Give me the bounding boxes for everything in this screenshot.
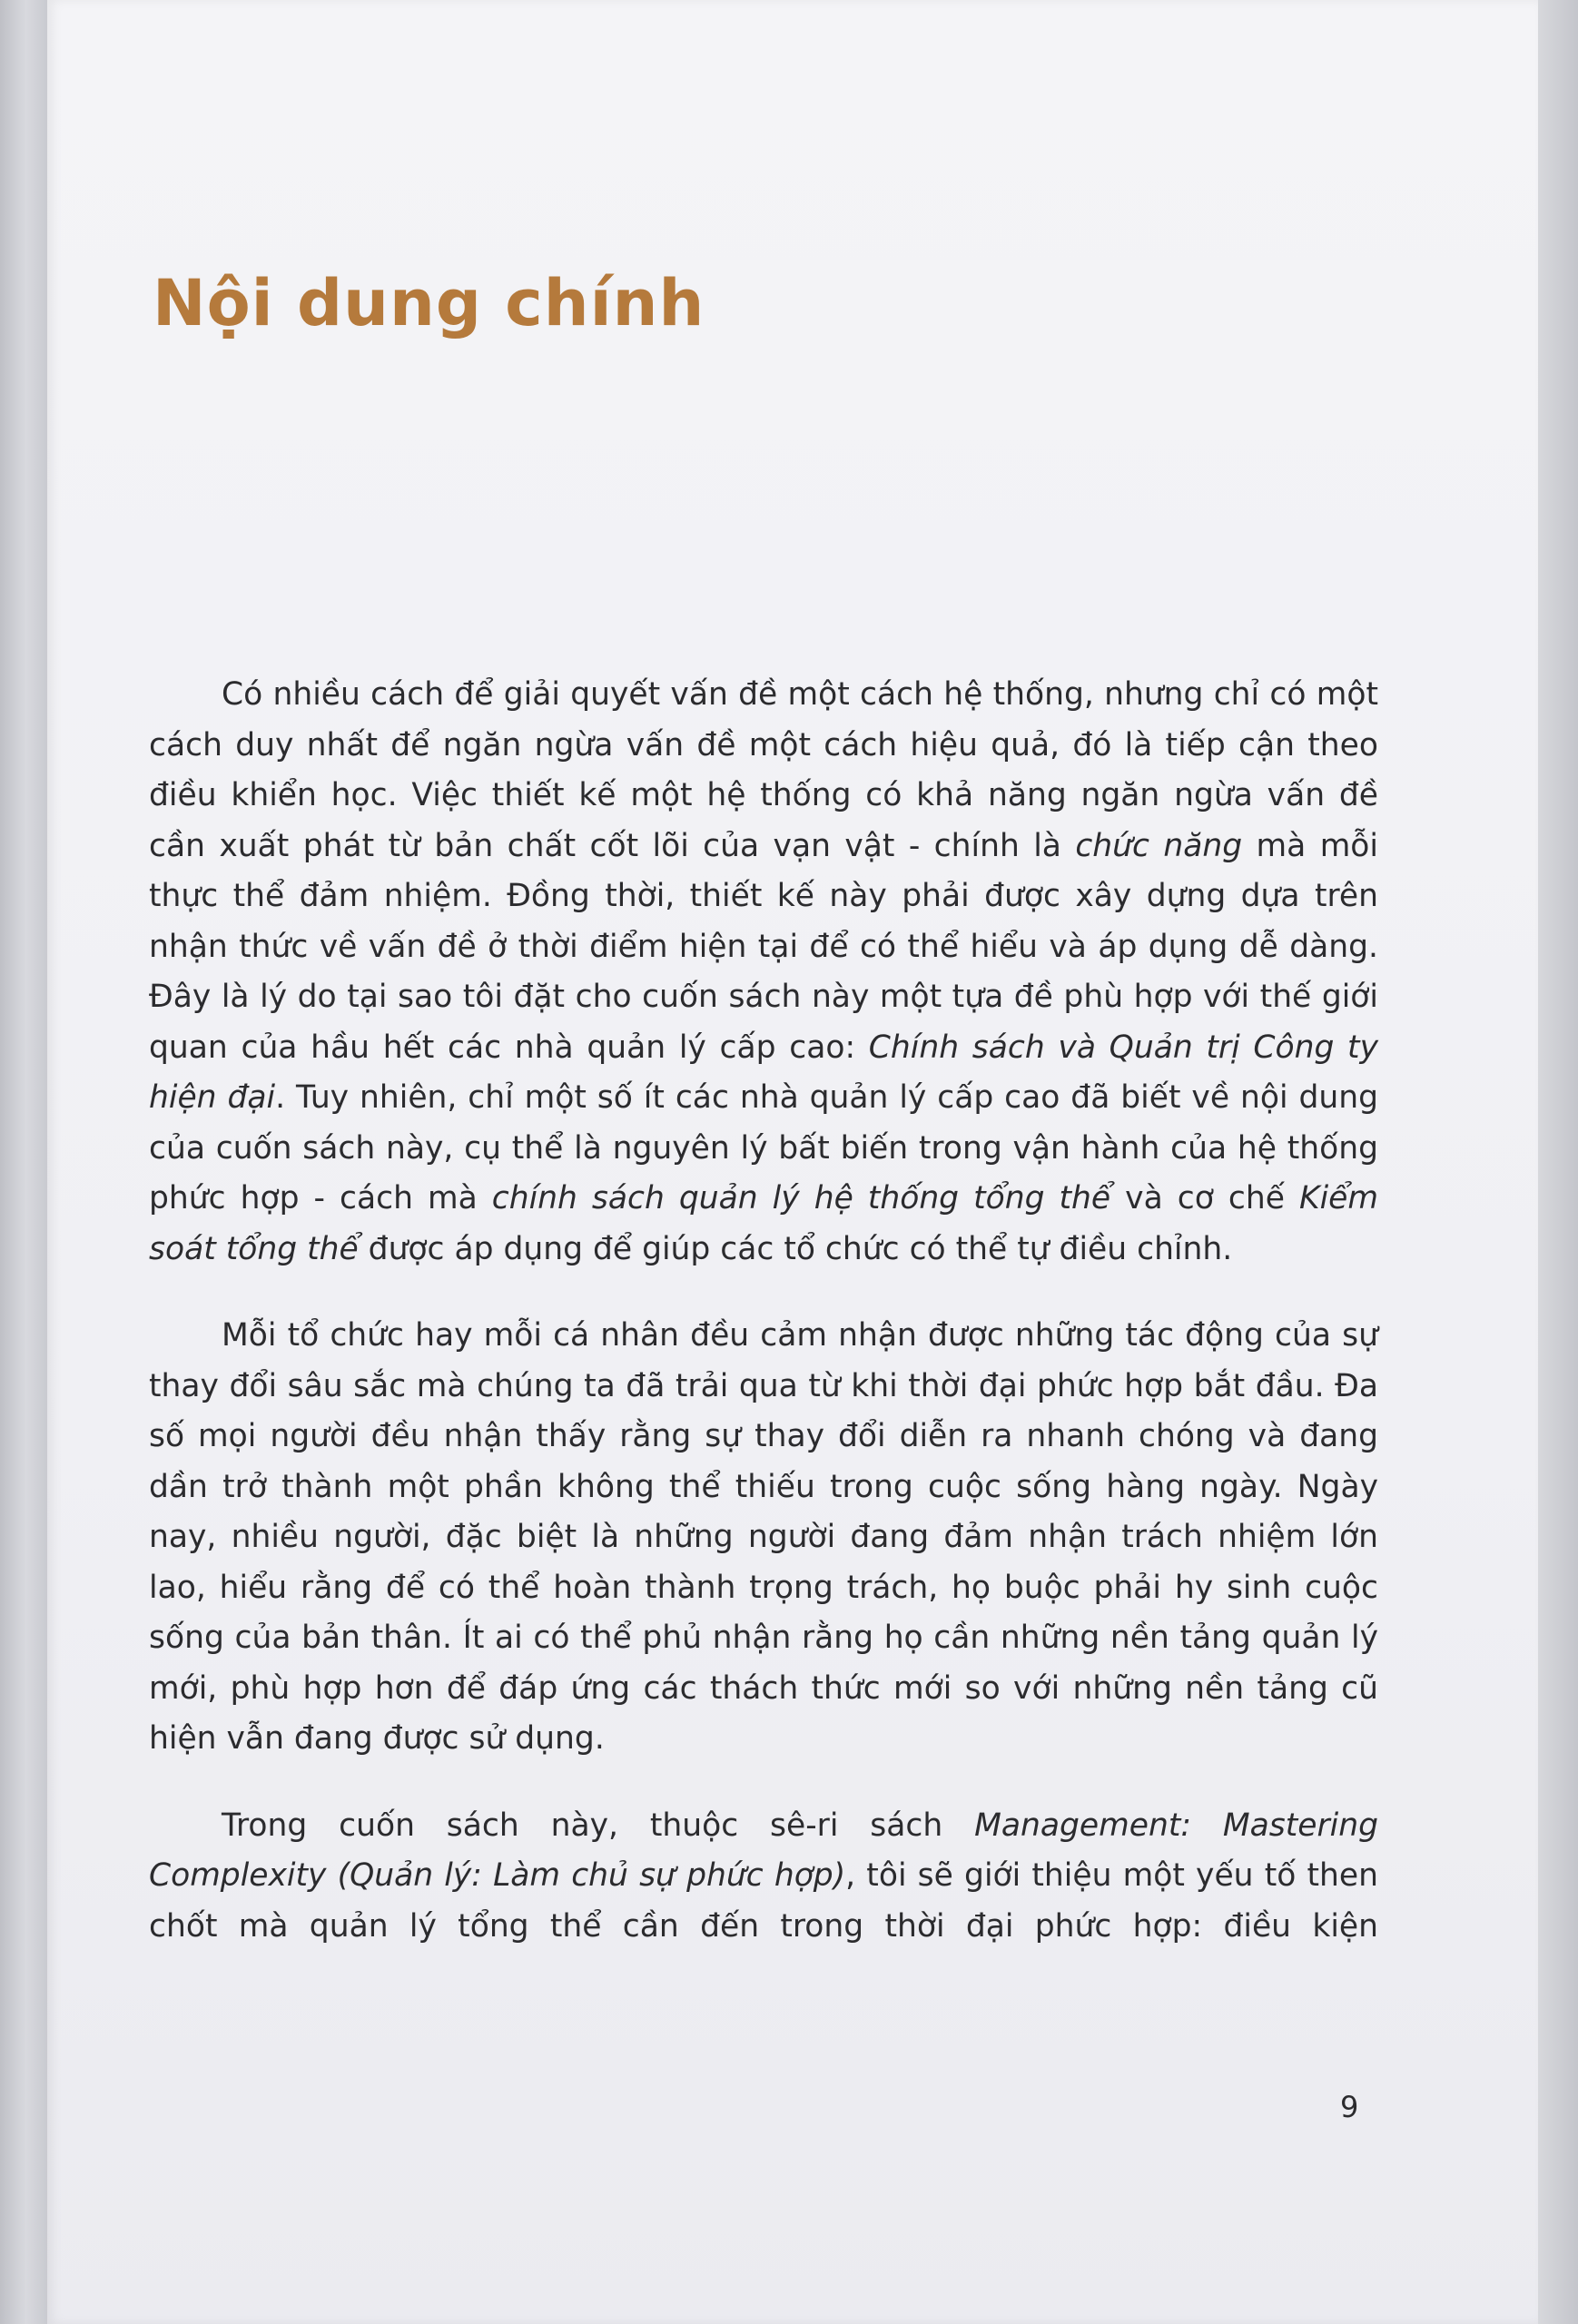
text-run: được áp dụng để giúp các tổ chức có thể tự điều chỉnh. — [358, 1230, 1233, 1267]
paragraph-1 — [149, 670, 1378, 1275]
text-run: , tôi sẽ giới thiệu một yếu tố then chốt mà quản lý tổng thể cần đến trong thời đại phức hợp: điều kiện — [149, 1857, 1378, 1945]
book-gutter — [0, 0, 47, 2324]
italic-text-run: chức năng — [1075, 827, 1243, 864]
text-run: và cơ chế — [1110, 1180, 1299, 1216]
book-page — [47, 0, 1538, 2324]
text-run: Mỗi tổ chức hay mỗi cá nhân đều cảm nhận được những tác động của sự thay đổi sâu sắc mà chúng ta đã trải qua từ khi thời đại phức hợp bắt đầu. Đa số mọi người đều nhận thấy rằng sự thay đổi diễn ra nhanh chóng và đang dần trở thành một phần không thể thiếu trong cuộc sống hàng ngày. Ngày nay, nhiều người, đặc biệt là những người đang đảm nhận trách nhiệm lớn lao, hiểu rằng để có thể hoàn thành trọng trách, họ buộc phải hy sinh cuộc sống của bản thân. Ít ai có thể phủ nhận rằng họ cần những nền tảng quản lý mới, phù hợp hơn để đáp ứng các thách thức mới so với những nền tảng cũ hiện vẫn đang được sử dụng. — [149, 1317, 1378, 1757]
paragraph-3 — [149, 1801, 1378, 1953]
text-run: mà mỗi thực thể đảm nhiệm. Đồng thời, thiết kế này phải được xây dựng dựa trên nhận thức về vấn đề ở thời điểm hiện tại để có thể hiểu và áp dụng dễ dàng. Đây là lý do tại sao tôi đặt cho cuốn sách này một tựa đề phù hợp với thế giới quan của hầu hết các nhà quản lý cấp cao: — [149, 827, 1379, 1066]
chapter-title: Nội dung chính — [153, 266, 705, 340]
text-run: . Tuy nhiên, chỉ một số ít các nhà quản lý cấp cao đã biết về nội dung của cuốn sách này, cụ thể là nguyên lý bất biến trong vận hành của hệ thống phức hợp - cách mà — [149, 1079, 1378, 1216]
book-page-edges — [1538, 0, 1578, 2324]
italic-text-run: Management: Mastering Complexity (Quản lý: Làm chủ sự phức hợp) — [149, 1807, 1378, 1894]
text-run: Có nhiều cách để giải quyết vấn đề một cách hệ thống, nhưng chỉ có một cách duy nhất để ngăn ngừa vấn đề một cách hiệu quả, đó là tiếp cận theo điều khiển học. Việc thiết kế một hệ thống có khả năng ngăn ngừa vấn đề cần xuất phát từ bản chất cốt lõi của vạn vật - chính là — [149, 676, 1378, 864]
body-text — [149, 670, 1378, 1952]
italic-text-run: Chính sách và Quản trị Công ty hiện đại — [149, 1029, 1378, 1116]
text-run: Trong cuốn sách này, thuộc sê-ri sách — [222, 1807, 975, 1844]
italic-text-run: chính sách quản lý hệ thống tổng thể — [491, 1180, 1111, 1216]
page-number: 9 — [1340, 2090, 1359, 2124]
italic-text-run: Kiểm soát tổng thể — [149, 1180, 1378, 1267]
paragraph-2 — [149, 1311, 1378, 1765]
